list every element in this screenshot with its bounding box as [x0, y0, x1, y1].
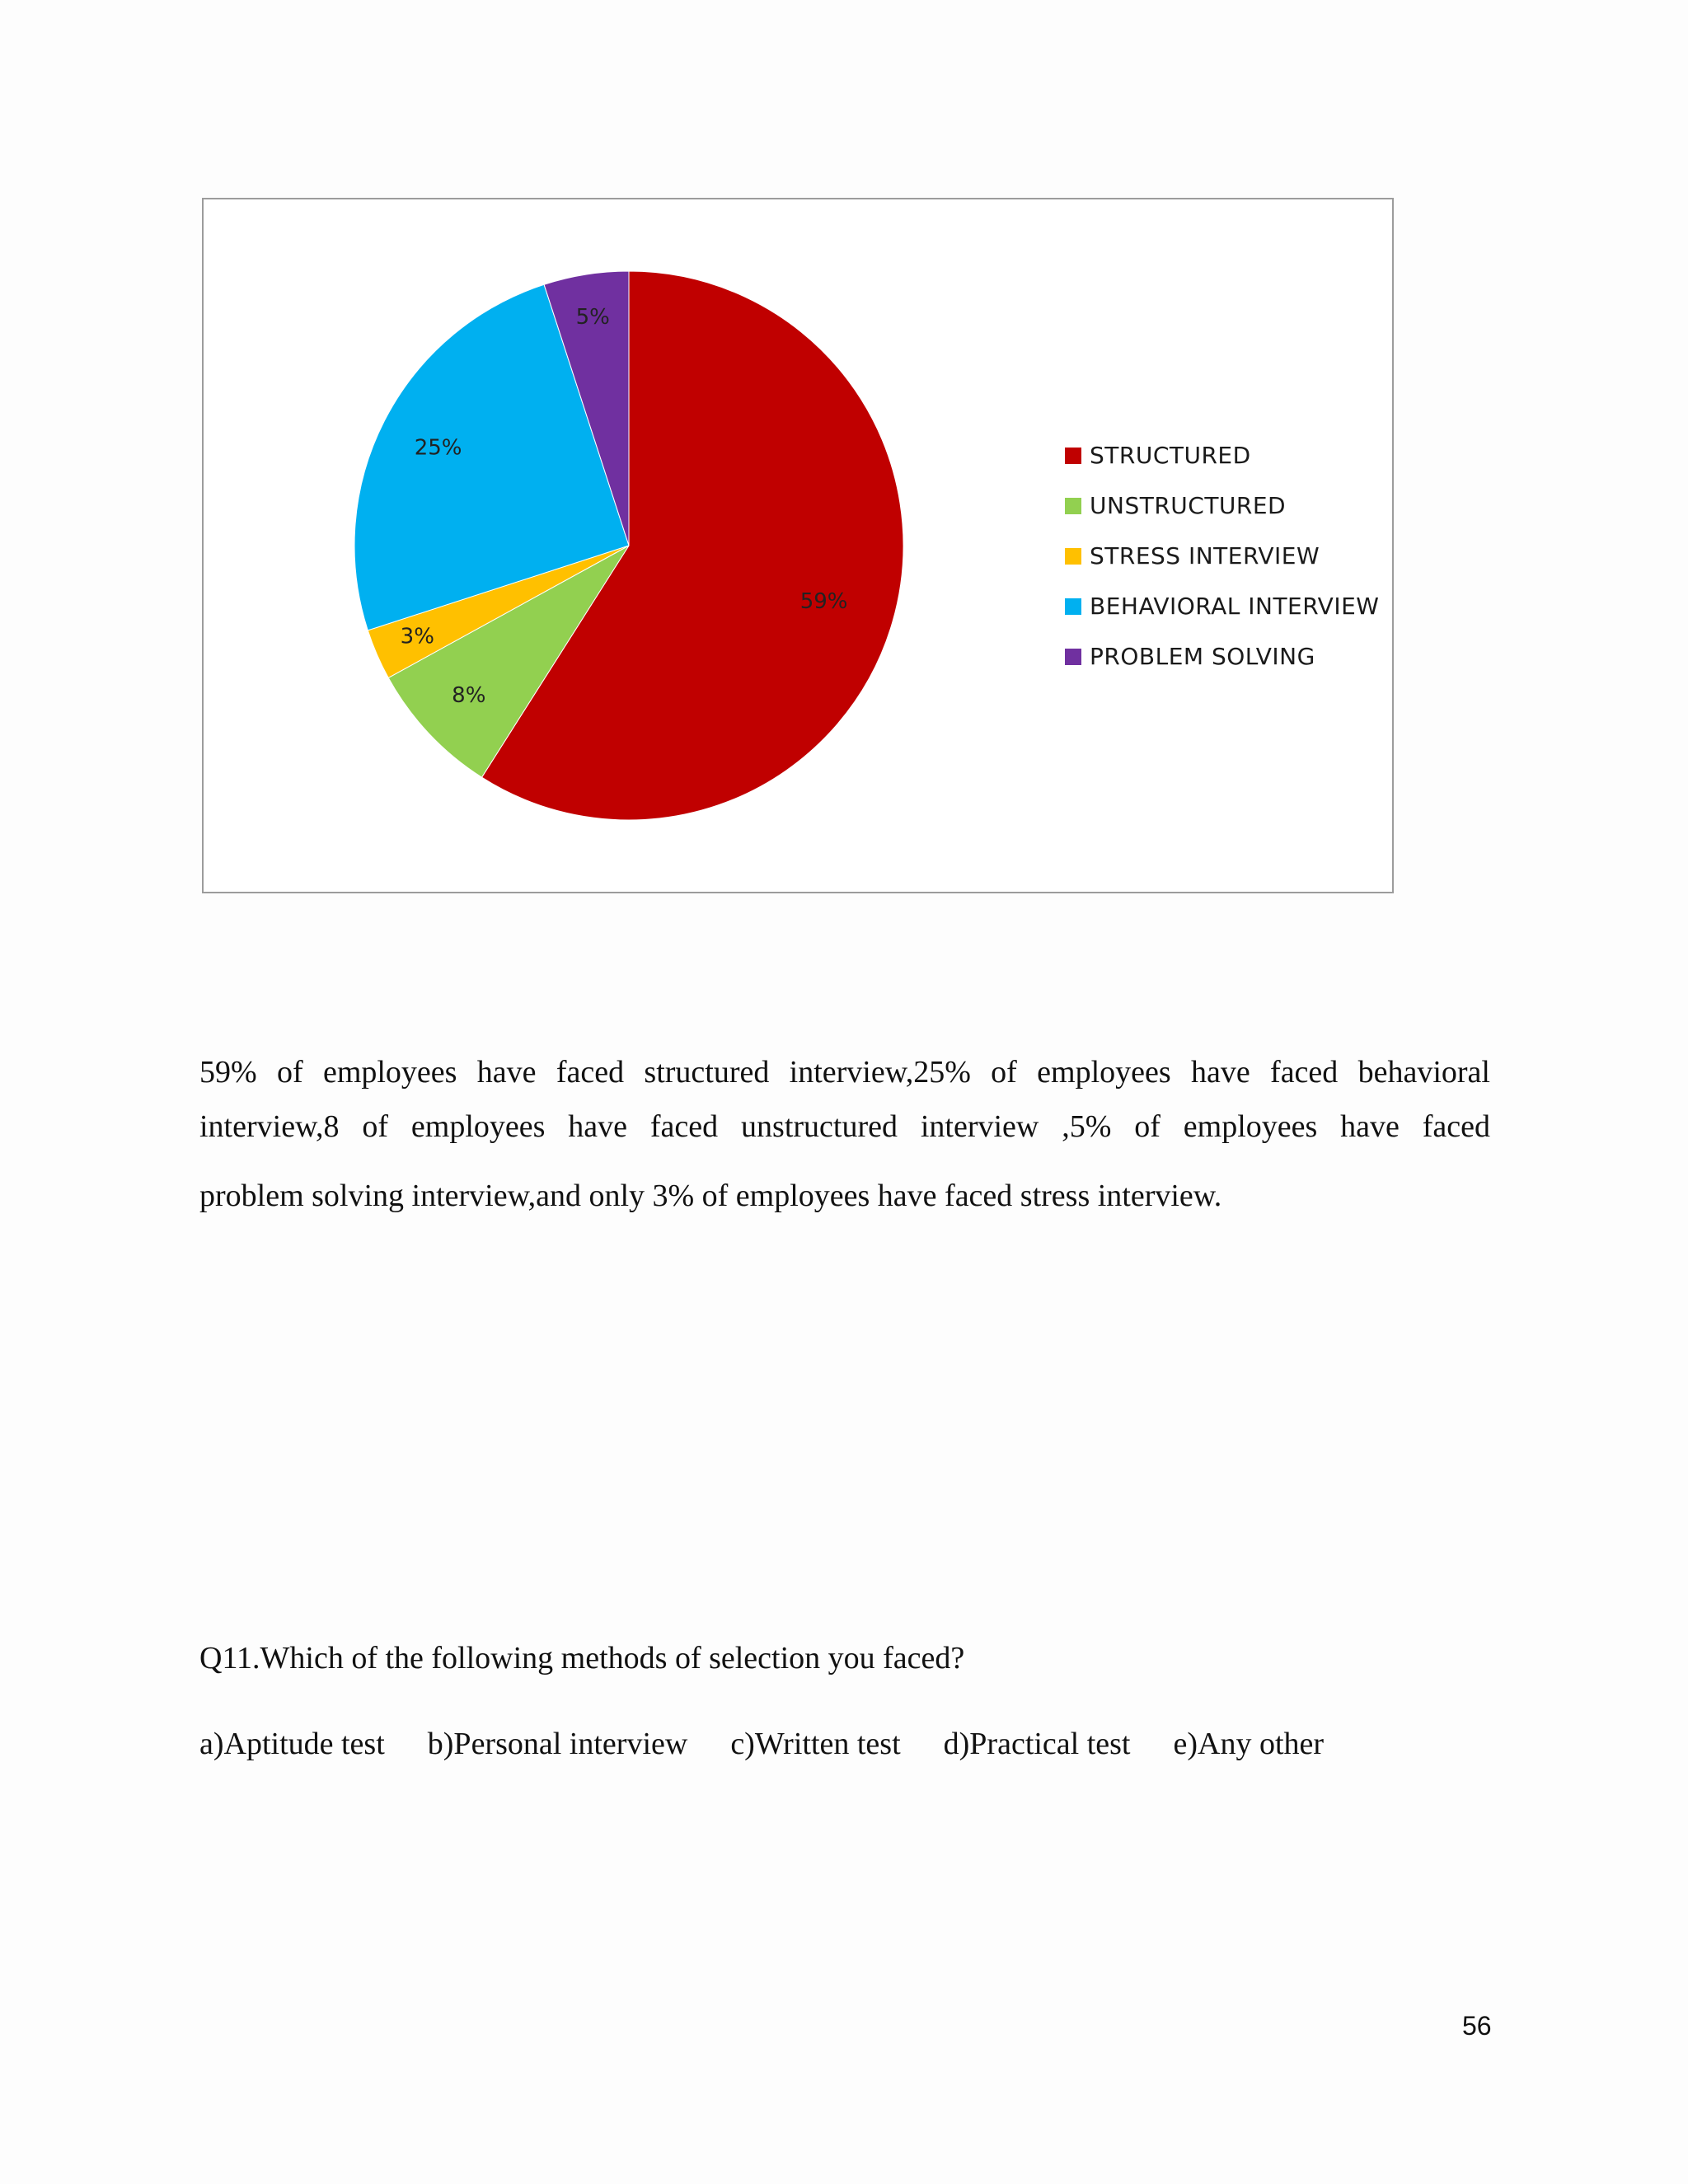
legend-item-unstructured — [1065, 480, 1379, 531]
chart-description — [199, 1045, 1490, 1223]
legend-label: UNSTRUCTURED — [1090, 492, 1287, 519]
legend-item-problem-solving — [1065, 631, 1379, 682]
pie-chart — [202, 198, 1394, 893]
option-aptitude-test: a)Aptitude test — [199, 1727, 385, 1761]
legend-label: STRUCTURED — [1090, 442, 1251, 469]
description-line-2: interview,8 of employees have faced unstructured interview ,5% of employees have faced — [199, 1109, 1490, 1144]
question-options — [199, 1726, 1367, 1762]
legend-label: BEHAVIORAL INTERVIEW — [1090, 593, 1380, 620]
option-any-other: e)Any other — [1173, 1727, 1325, 1761]
data-label-unstructured: 8% — [452, 682, 486, 708]
legend-swatch — [1065, 548, 1081, 565]
option-written-test: c)Written test — [730, 1727, 901, 1761]
option-personal-interview: b)Personal interview — [427, 1727, 688, 1761]
data-label-behavioral-interview: 25% — [414, 435, 462, 461]
legend-swatch — [1065, 598, 1081, 615]
legend-label: STRESS INTERVIEW — [1090, 542, 1320, 569]
legend-label: PROBLEM SOLVING — [1090, 643, 1315, 670]
legend-swatch — [1065, 448, 1081, 464]
data-label-structured: 59% — [799, 589, 848, 615]
data-label-problem-solving: 5% — [575, 305, 610, 330]
legend-item-stress-interview — [1065, 531, 1379, 581]
description-line-1: 59% of employees have faced structured interview,25% of employees have faced behavioral — [199, 1055, 1490, 1090]
legend-swatch — [1065, 498, 1081, 514]
page-number: 56 — [1462, 2011, 1492, 2041]
question-title: Q11.Which of the following methods of selection you faced? — [199, 1641, 965, 1675]
legend-item-behavioral-interview — [1065, 581, 1379, 631]
option-practical-test: d)Practical test — [943, 1727, 1131, 1761]
data-label-stress-interview: 3% — [400, 624, 434, 649]
legend-swatch — [1065, 649, 1081, 665]
chart-legend — [1065, 430, 1379, 682]
description-line-3: problem solving interview,and only 3% of employees have faced stress interview. — [199, 1179, 1222, 1213]
legend-item-structured — [1065, 430, 1379, 480]
